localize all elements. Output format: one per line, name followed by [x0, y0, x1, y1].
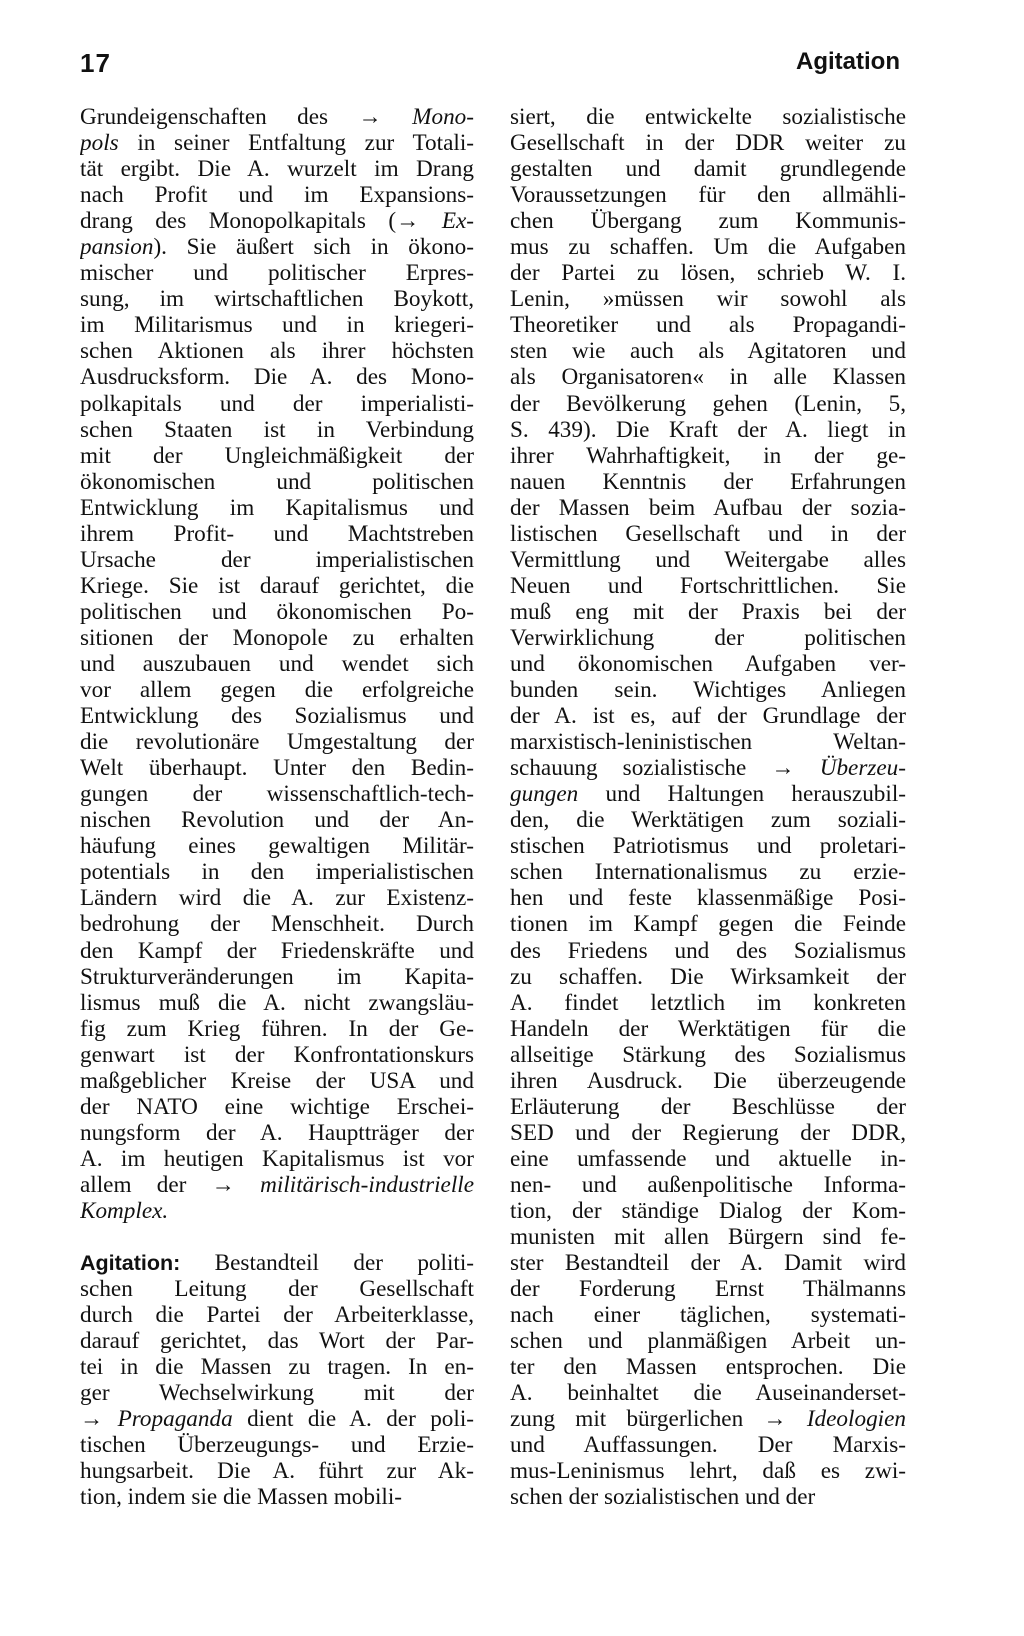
paragraph-gap	[80, 1224, 474, 1250]
text-run: darauf gerichtet, das Wort der Par-	[80, 1328, 474, 1355]
text-line	[510, 1328, 906, 1354]
text-line	[510, 1120, 906, 1146]
text-line	[510, 208, 906, 234]
text-run: Verwirklichung der politischen	[510, 624, 906, 651]
cross-reference: pols	[80, 130, 119, 157]
text-run: nach Profit und im Expansions-	[80, 182, 474, 209]
text-line	[80, 911, 474, 937]
text-line	[80, 1068, 474, 1094]
cross-reference: militärisch-industrielle	[260, 1171, 474, 1198]
text-line	[80, 1354, 474, 1380]
text-line	[510, 703, 906, 729]
text-run: tät ergibt. Die A. wurzelt im Drang	[80, 156, 474, 183]
text-run: ster Bestandteil der A. Damit wird	[510, 1250, 906, 1277]
text-run: bunden sein. Wichtiges Anliegen	[510, 677, 906, 704]
text-line	[80, 1406, 474, 1432]
text-line	[80, 1432, 474, 1458]
text-run: Bestandteil der politi-	[180, 1250, 474, 1277]
text-line	[80, 1120, 474, 1146]
text-run: schen und planmäßigen Arbeit un-	[510, 1328, 906, 1355]
text-line	[510, 391, 906, 417]
text-run: in seiner Entfaltung zur Totali-	[118, 130, 474, 157]
text-line	[510, 859, 906, 885]
text-run: Entwicklung des Sozialismus und	[80, 703, 474, 730]
text-line	[510, 1094, 906, 1120]
text-line	[510, 1016, 906, 1042]
text-run: Vermittlung und Weitergabe alles	[510, 546, 906, 573]
text-line	[80, 417, 474, 443]
text-run: tion, der ständige Dialog der Kom-	[510, 1197, 906, 1224]
text-line	[80, 156, 474, 182]
text-run: im Militarismus und in kriegeri-	[80, 312, 474, 339]
text-run: genwart ist der Konfrontationskurs	[80, 1041, 474, 1068]
text-run: ter den Massen entsprochen. Die	[510, 1354, 906, 1381]
text-line	[510, 755, 906, 781]
text-line	[80, 651, 474, 677]
text-line	[80, 1380, 474, 1406]
text-run: und Auffassungen. Der Marxis-	[510, 1432, 906, 1459]
text-line	[510, 938, 906, 964]
text-run: zung mit bürgerlichen →	[510, 1406, 807, 1433]
text-run: tion, indem sie die Massen mobili-	[80, 1484, 403, 1511]
text-line	[80, 495, 474, 521]
text-run: die revolutionäre Umgestaltung der	[80, 729, 474, 756]
text-line	[80, 1042, 474, 1068]
text-run: der A. ist es, auf der Grundlage der	[510, 703, 906, 730]
text-run: hungsarbeit. Die A. führt zur Ak-	[80, 1458, 474, 1485]
text-line	[510, 781, 906, 807]
cross-reference: pansion	[80, 234, 154, 261]
text-run: Ursache der imperialistischen	[80, 546, 474, 573]
text-line	[80, 625, 474, 651]
text-run: nen- und außenpolitische Informa-	[510, 1171, 906, 1198]
text-run: munisten mit allen Bürgern sind fe-	[510, 1224, 906, 1251]
cross-reference: Ideologien	[806, 1406, 906, 1433]
text-run: politischen und ökonomischen Po-	[80, 598, 474, 625]
text-run: nach einer täglichen, systemati-	[510, 1302, 906, 1329]
text-run: schen Internationalismus zu erzie-	[510, 859, 906, 886]
text-line	[80, 1250, 474, 1276]
text-run: des Friedens und des Sozialismus	[510, 937, 906, 964]
text-line	[510, 364, 906, 390]
text-run: gestalten und damit grundlegende	[510, 156, 906, 183]
text-run: und Haltungen herauszubil-	[578, 781, 906, 808]
text-run: SED und der Regierung der DDR,	[510, 1119, 906, 1146]
text-run: nauen Kenntnis der Erfahrungen	[510, 468, 906, 495]
text-run: A. findet letztlich im konkreten	[510, 989, 906, 1016]
text-line	[80, 1172, 474, 1198]
text-line	[510, 911, 906, 937]
text-run: listischen Gesellschaft und in der	[510, 520, 906, 547]
text-run: Entwicklung im Kapitalismus und	[80, 494, 474, 521]
text-run: maßgeblicher Kreise der USA und	[80, 1067, 474, 1094]
text-line	[510, 677, 906, 703]
text-line	[80, 312, 474, 338]
text-line	[510, 260, 906, 286]
text-run: hen und feste klassenmäßige Posi-	[510, 885, 906, 912]
cross-reference: Komplex.	[80, 1197, 169, 1224]
text-line	[510, 521, 906, 547]
text-run: fig zum Krieg führen. In der Ge-	[80, 1015, 474, 1042]
text-line	[80, 599, 474, 625]
text-line	[80, 833, 474, 859]
text-line	[510, 443, 906, 469]
text-run: Lenin, »müssen wir sowohl als	[510, 286, 906, 313]
text-line	[80, 391, 474, 417]
text-run: Erläuterung der Beschlüsse der	[510, 1093, 906, 1120]
text-run: schen Aktionen als ihrer höchsten	[80, 338, 474, 365]
entry-headword: Agitation:	[80, 1251, 181, 1276]
right-text-column	[510, 104, 906, 1511]
text-line	[80, 286, 474, 312]
text-run: schen Staaten ist in Verbindung	[80, 416, 474, 443]
text-line	[80, 885, 474, 911]
text-run: ihren Ausdruck. Die überzeugende	[510, 1067, 906, 1094]
text-run: A. beinhaltet die Auseinanderset-	[510, 1380, 906, 1407]
cross-reference: Ex-	[441, 208, 474, 235]
text-line	[80, 1198, 474, 1224]
text-line	[80, 729, 474, 755]
text-line	[80, 964, 474, 990]
text-line	[80, 1146, 474, 1172]
text-line	[510, 990, 906, 1016]
text-run: mischer und politischer Erpres-	[80, 260, 474, 287]
text-line	[510, 417, 906, 443]
text-line	[510, 1432, 906, 1458]
text-run: lismus muß die A. nicht zwangsläu-	[80, 989, 474, 1016]
text-line	[80, 104, 474, 130]
text-run: stischen Patriotismus und proletari-	[510, 833, 906, 860]
text-run: Ausdrucksform. Die A. des Mono-	[80, 364, 474, 391]
text-run: Grundeigenschaften des →	[80, 104, 413, 130]
text-line	[80, 781, 474, 807]
text-run: der Massen beim Aufbau der sozia-	[510, 494, 906, 521]
text-line	[80, 1276, 474, 1302]
text-line	[510, 182, 906, 208]
text-run: vor allem gegen die erfolgreiche	[80, 677, 474, 704]
text-line	[510, 104, 906, 130]
text-line	[510, 1302, 906, 1328]
text-run: tischen Überzeugungs- und Erzie-	[80, 1432, 474, 1459]
text-run: Theoretiker und als Propagandi-	[510, 312, 906, 339]
text-line	[80, 755, 474, 781]
text-line	[80, 521, 474, 547]
text-run: eine umfassende und aktuelle in-	[510, 1145, 906, 1172]
text-run: sitionen der Monopole zu erhalten	[80, 624, 474, 651]
text-line	[510, 599, 906, 625]
text-line	[510, 833, 906, 859]
text-line	[80, 1328, 474, 1354]
text-line	[510, 807, 906, 833]
text-run: →	[80, 1406, 118, 1433]
text-run: ihrem Profit- und Machtstreben	[80, 520, 474, 547]
text-line	[80, 1016, 474, 1042]
text-run: zu schaffen. Die Wirksamkeit der	[510, 963, 906, 990]
text-run: marxistisch-leninistischen Weltan-	[510, 729, 906, 756]
text-run: Welt überhaupt. Unter den Bedin-	[80, 755, 474, 782]
text-run: potentials in den imperialistischen	[80, 859, 474, 886]
running-head: Agitation	[796, 48, 900, 75]
text-line	[80, 443, 474, 469]
text-line	[80, 1302, 474, 1328]
text-line	[510, 286, 906, 312]
text-line	[80, 677, 474, 703]
text-line	[510, 234, 906, 260]
text-run: tei in die Massen zu tragen. In en-	[80, 1354, 474, 1381]
text-line	[510, 1380, 906, 1406]
text-line	[510, 1484, 906, 1510]
text-line	[510, 1146, 906, 1172]
text-run: drang des Monopolkapitals (→	[80, 208, 442, 235]
text-run: siert, die entwickelte sozialistische	[510, 104, 906, 130]
text-line	[80, 234, 474, 260]
text-line	[510, 547, 906, 573]
text-line	[80, 338, 474, 364]
text-run: allseitige Stärkung des Sozialismus	[510, 1041, 906, 1068]
text-line	[510, 156, 906, 182]
text-run: nungsform der A. Hauptträger der	[80, 1119, 474, 1146]
text-line	[80, 130, 474, 156]
cross-reference: Mono-	[412, 104, 474, 130]
text-run: ökonomischen und politischen	[80, 468, 474, 495]
text-run: der Partei zu lösen, schrieb W. I.	[510, 260, 906, 287]
text-line	[510, 1406, 906, 1432]
text-run: schen der sozialistischen und der	[510, 1484, 816, 1511]
text-line	[510, 469, 906, 495]
text-line	[510, 338, 906, 364]
text-run: der NATO eine wichtige Erschei-	[80, 1093, 474, 1120]
text-line	[80, 938, 474, 964]
text-run: Voraussetzungen für den allmähli-	[510, 182, 906, 209]
text-line	[510, 573, 906, 599]
text-line	[80, 547, 474, 573]
text-line	[80, 469, 474, 495]
text-line	[80, 364, 474, 390]
text-line	[510, 1250, 906, 1276]
text-line	[80, 807, 474, 833]
text-run: Gesellschaft in der DDR weiter zu	[510, 130, 906, 157]
text-run: durch die Partei der Arbeiterklasse,	[80, 1302, 474, 1329]
page-number: 17	[80, 48, 111, 78]
cross-reference: Propaganda	[117, 1406, 233, 1433]
text-line	[510, 495, 906, 521]
text-line	[510, 1276, 906, 1302]
text-run: mit der Ungleichmäßigkeit der	[80, 442, 474, 469]
text-line	[510, 1068, 906, 1094]
text-run: mus-Leninismus lehrt, daß es zwi-	[510, 1458, 906, 1485]
text-run: der Bevölkerung gehen (Lenin, 5,	[510, 390, 906, 417]
text-line	[510, 651, 906, 677]
text-run: schen Leitung der Gesellschaft	[80, 1276, 474, 1303]
text-run: bedrohung der Menschheit. Durch	[80, 911, 474, 938]
text-run: den Kampf der Friedenskräfte und	[80, 937, 474, 964]
text-line	[80, 990, 474, 1016]
text-line	[80, 1484, 474, 1510]
text-run: ger Wechselwirkung mit der	[80, 1380, 474, 1407]
text-run: A. im heutigen Kapitalismus ist vor	[80, 1145, 474, 1172]
text-line	[510, 729, 906, 755]
text-line	[510, 625, 906, 651]
text-run: S. 439). Die Kraft der A. liegt in	[510, 416, 906, 443]
text-line	[80, 1458, 474, 1484]
left-text-column	[80, 104, 474, 1510]
text-run: Handeln der Werktätigen für die	[510, 1015, 906, 1042]
text-run: dient die A. der poli-	[232, 1406, 474, 1433]
text-line	[80, 573, 474, 599]
text-run: Neuen und Fortschrittlichen. Sie	[510, 572, 906, 599]
text-run: sten wie auch als Agitatoren und	[510, 338, 906, 365]
text-line	[80, 260, 474, 286]
text-line	[510, 1172, 906, 1198]
text-run: Strukturveränderungen im Kapita-	[80, 963, 474, 990]
text-line	[510, 964, 906, 990]
text-run: polkapitals und der imperialisti-	[80, 390, 474, 417]
text-run: Kriege. Sie ist darauf gerichtet, die	[80, 572, 474, 599]
text-line	[510, 130, 906, 156]
cross-reference: Überzeu-	[819, 755, 906, 782]
text-run: ). Sie äußert sich in ökono-	[153, 234, 474, 261]
text-run: chen Übergang zum Kommunis-	[510, 208, 906, 235]
text-line	[510, 1458, 906, 1484]
text-run: allem der →	[80, 1171, 261, 1198]
text-run: schauung sozialistische →	[510, 755, 820, 782]
text-line	[510, 885, 906, 911]
text-run: tionen im Kampf gegen die Feinde	[510, 911, 906, 938]
text-run: muß eng mit der Praxis bei der	[510, 598, 906, 625]
text-line	[80, 1094, 474, 1120]
text-line	[80, 859, 474, 885]
text-run: ihrer Wahrhaftigkeit, in der ge-	[510, 442, 906, 469]
text-line	[510, 1042, 906, 1068]
text-line	[80, 182, 474, 208]
text-run: sung, im wirtschaftlichen Boykott,	[80, 286, 474, 313]
cross-reference: gungen	[510, 781, 579, 808]
text-run: als Organisatoren« in alle Klassen	[510, 364, 906, 391]
text-line	[80, 703, 474, 729]
text-run: der Forderung Ernst Thälmanns	[510, 1276, 906, 1303]
text-run: nischen Revolution und der An-	[80, 807, 474, 834]
text-run: Ländern wird die A. zur Existenz-	[80, 885, 474, 912]
text-run: den, die Werktätigen zum soziali-	[510, 807, 906, 834]
text-line	[510, 1354, 906, 1380]
text-run: und ökonomischen Aufgaben ver-	[510, 650, 906, 677]
text-run: mus zu schaffen. Um die Aufgaben	[510, 234, 906, 261]
text-line	[510, 312, 906, 338]
text-run: häufung eines gewaltigen Militär-	[80, 833, 474, 860]
text-run: gungen der wissenschaftlich-tech-	[80, 781, 474, 808]
text-run: und auszubauen und wendet sich	[80, 650, 474, 677]
text-line	[510, 1198, 906, 1224]
text-line	[80, 208, 474, 234]
text-line	[510, 1224, 906, 1250]
